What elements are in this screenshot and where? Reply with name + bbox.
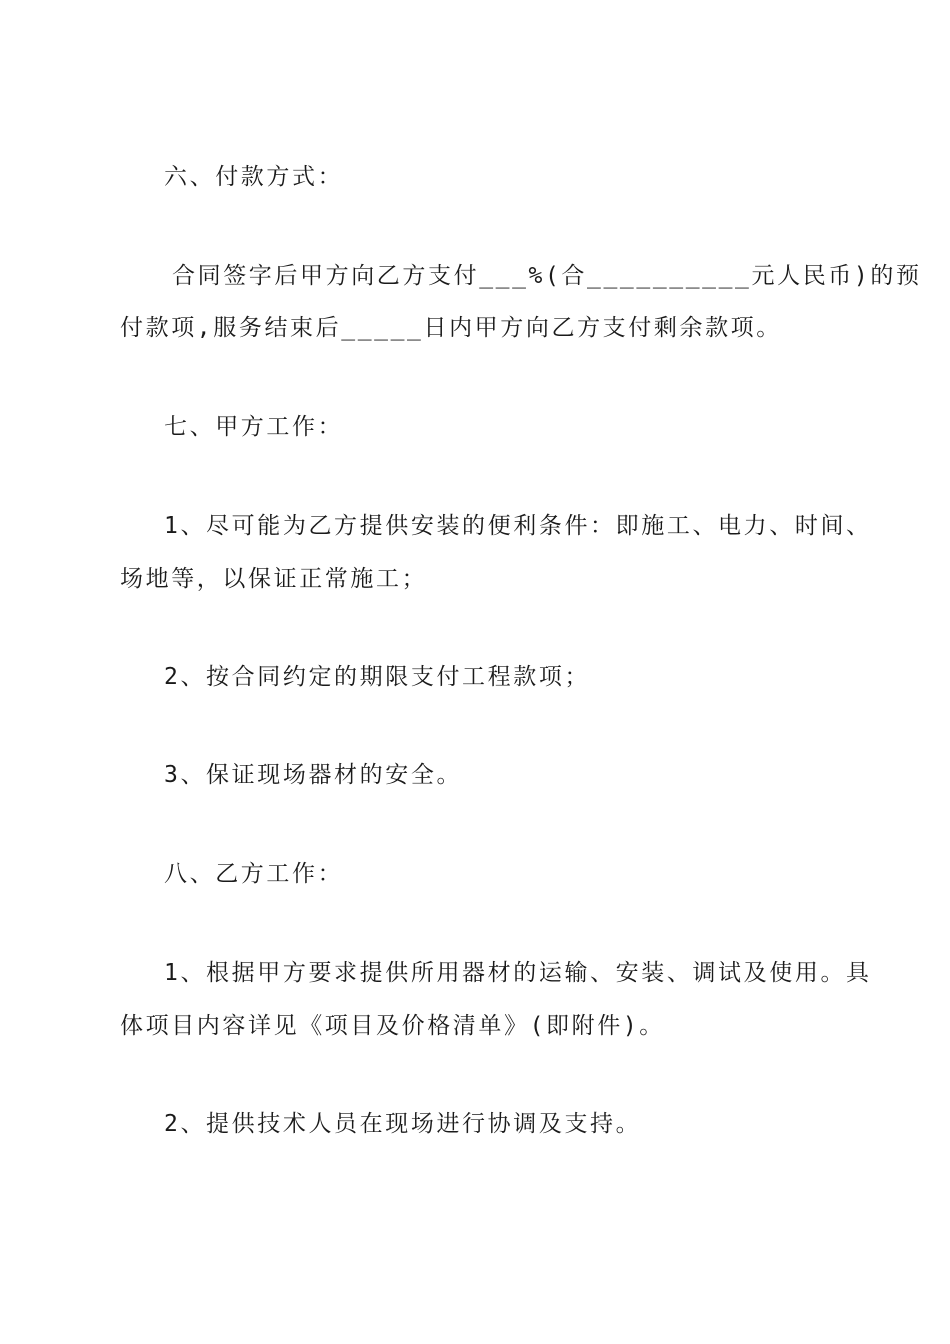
party-a-item-1-line-1: 1、尽可能为乙方提供安装的便利条件：即施工、电力、时间、 — [164, 513, 872, 539]
payment-paragraph-line-1: 合同签字后甲方向乙方支付___%(合__________元人民币)的预 — [172, 263, 922, 289]
section-heading-payment: 六、付款方式： — [164, 164, 344, 190]
payment-paragraph-line-2: 付款项,服务结束后_____日内甲方向乙方支付剩余款项。 — [120, 315, 782, 341]
section-heading-party-a: 七、甲方工作： — [164, 414, 344, 440]
section-heading-party-b: 八、乙方工作： — [164, 861, 344, 887]
party-a-item-2: 2、按合同约定的期限支付工程款项； — [164, 664, 591, 690]
party-a-item-3: 3、保证现场器材的安全。 — [164, 762, 463, 788]
party-b-item-1-line-1: 1、根据甲方要求提供所用器材的运输、安装、调试及使用。具 — [164, 960, 872, 986]
party-a-item-1-line-2: 场地等，以保证正常施工； — [120, 566, 428, 592]
party-b-item-2: 2、提供技术人员在现场进行协调及支持。 — [164, 1111, 642, 1137]
party-b-item-1-line-2: 体项目内容详见《项目及价格清单》(即附件)。 — [120, 1013, 665, 1039]
